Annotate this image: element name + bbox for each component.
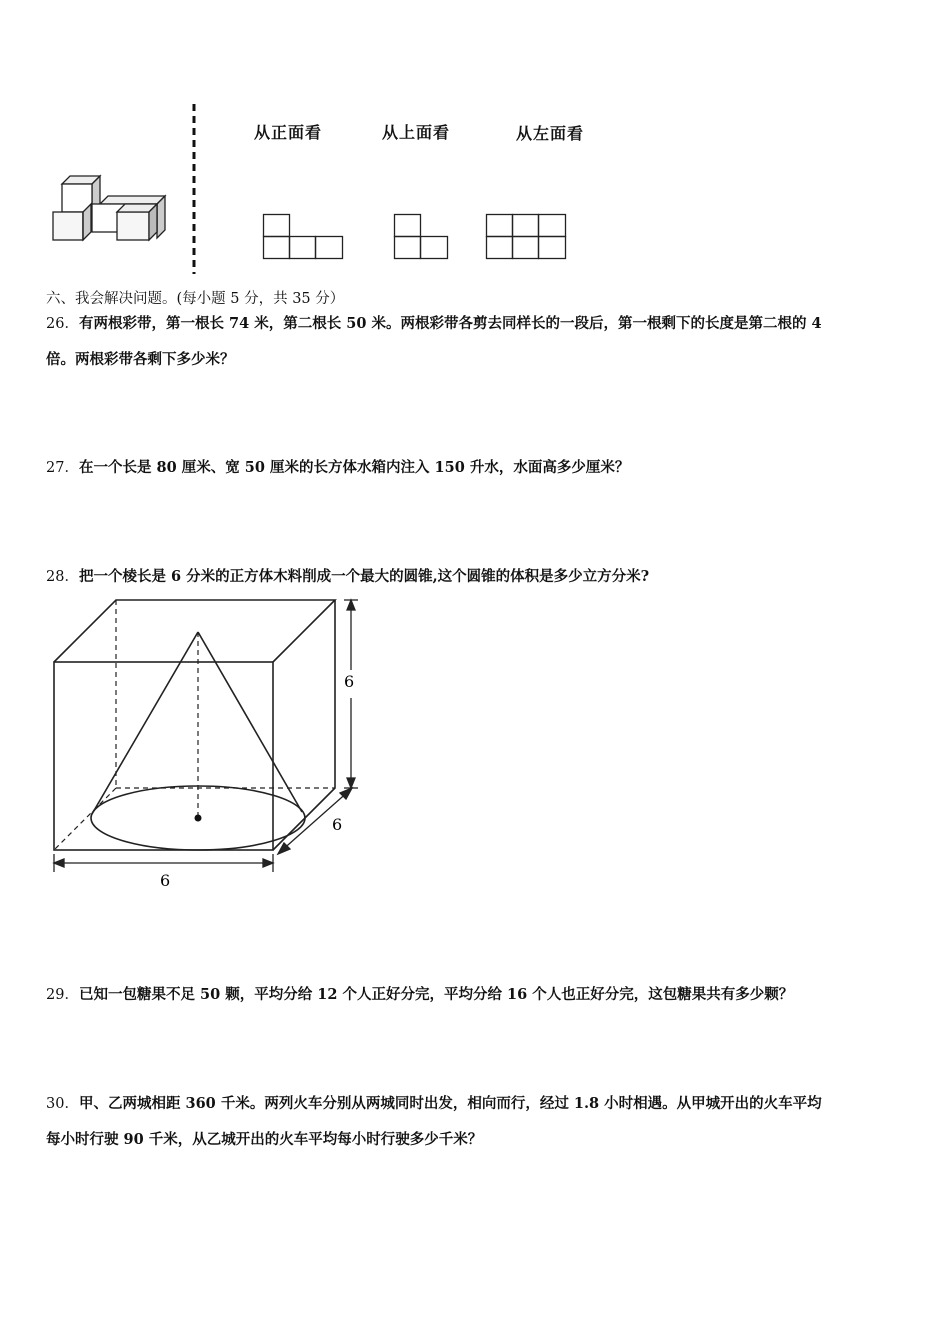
- dimension-depth-label: 6: [332, 815, 343, 834]
- question-26: [46, 312, 822, 333]
- question-number: 27．: [46, 460, 79, 476]
- question-26-line-2: 倍。两根彩带各剩下多少米？: [46, 351, 235, 368]
- dimension-height-label: 6: [344, 672, 355, 691]
- cube-stack-figure: [45, 170, 175, 250]
- section-title: 六、我会解决问题。(每小题 5 分，共 35 分）: [46, 291, 345, 307]
- front-view-grid: [262, 213, 346, 261]
- question-29: [46, 983, 793, 1004]
- question-30: [46, 1092, 822, 1113]
- front-view-label: 从正面看: [254, 123, 323, 142]
- question-text: 已知一包糖果不足 50 颗，平均分给 12 个人正好分完，平均分给 16 个人也正好分完，这包糖果共有多少颗？: [78, 986, 794, 1003]
- left-view-grid: [485, 213, 569, 261]
- question-number: 29．: [46, 987, 79, 1003]
- cube-top-face: [54, 600, 335, 662]
- question-27: [46, 456, 629, 477]
- question-28: [46, 565, 649, 586]
- top-view-grid: [393, 213, 451, 261]
- cube-cone-figure: [40, 590, 380, 900]
- cone-slant-right: [198, 632, 302, 812]
- dashed-divider: [190, 104, 198, 274]
- dimension-width-label: 6: [160, 871, 171, 890]
- question-number: 28．: [46, 569, 79, 585]
- question-number: 26．: [46, 316, 79, 332]
- question-number: 30．: [46, 1096, 79, 1112]
- question-text: 把一个棱长是 6 分米的正方体木料削成一个最大的圆锥,这个圆锥的体积是多少立方分米?: [78, 568, 650, 585]
- question-text: 有两根彩带，第一根长 74 米，第二根长 50 米。两根彩带各剪去同样长的一段后，第一根剩下的长度是第二根的 4: [78, 315, 822, 332]
- cone-center-dot: [195, 815, 202, 822]
- top-view-label: 从上面看: [382, 123, 451, 142]
- question-text: 在一个长是 80 厘米、宽 50 厘米的长方体水箱内注入 150 升水，水面高多少厘米？: [78, 459, 630, 476]
- question-text: 甲、乙两城相距 360 千米。两列火车分别从两城同时出发，相向而行，经过 1.8 小时相遇。从甲城开出的火车平均: [78, 1095, 822, 1112]
- left-view-label: 从左面看: [516, 124, 585, 143]
- question-30-line-2: 每小时行驶 90 千米，从乙城开出的火车平均每小时行驶多少千米？: [46, 1131, 483, 1148]
